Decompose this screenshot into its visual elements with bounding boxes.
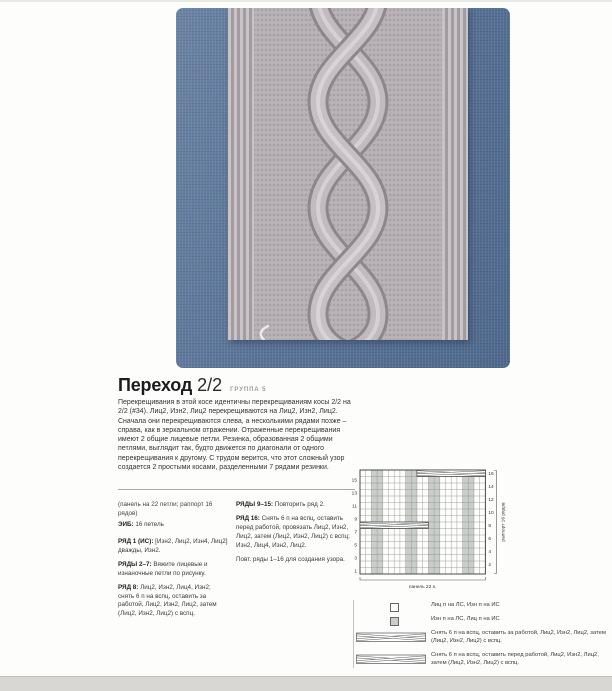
svg-text:1: 1: [354, 569, 357, 575]
intro-paragraph: Перекрещивания в этой косе идентичны перекрещиваниям косы 2/2 на 2/2 (#34). Лиц2, Изн2, Лиц2 перекрещиваются на Лиц2, Изн2, Лиц2. Сначала они перекрещиваются слева, а несколькими рядами позже – справа, как в зеркальном отражении. Отраженные перекрещивания имеют 2 общие лицевые петли. Резинка, образованная 2 общими петлями, выглядит так, будто движется по диагонали от одного перекрещивания к другому. С трудом верится, что этот сложный узор создается 2 простыми косами, разделенными 7 рядами резинки.: [118, 399, 351, 472]
sse-value: 16 петель: [135, 520, 164, 528]
sse-label: ЭИБ:: [118, 520, 134, 528]
knitting-chart-svg: [338, 460, 518, 600]
page-bottom-edge: [0, 676, 612, 691]
group-label: ГРУППА 5: [230, 387, 267, 393]
page-top-edge: [0, 0, 612, 2]
svg-text:8: 8: [488, 523, 492, 529]
svg-text:12: 12: [488, 497, 494, 503]
svg-text:13: 13: [351, 491, 357, 497]
cable-back-icon: [356, 632, 428, 643]
swatch-edge-rib: [442, 8, 468, 340]
legend-text: Снять 6 п на вспц, оставить за работой, Лиц2, Изн2, Лиц2, затем (Лиц2, Изн2, Лиц2) с вспц.: [431, 630, 606, 644]
svg-text:3: 3: [354, 556, 357, 562]
svg-text:2: 2: [488, 562, 492, 568]
legend-text: Изн п на ЛС, Лиц п на ИС: [431, 616, 500, 622]
svg-text:7: 7: [354, 530, 357, 536]
swatch-edge-rib: [228, 8, 254, 340]
svg-text:9: 9: [354, 517, 357, 523]
svg-text:6: 6: [488, 536, 492, 542]
instruction-row: РЯД 8: Лиц2, Изн2, Лиц4, Изн2; снять 6 п на вспц, оставить за работой, Лиц2, Изн2, Лиц2, затем (Лиц2, Изн2, Лиц2) с вспц.: [118, 583, 217, 618]
panel-note: (панель на 22 петли; раппорт 16 рядов): [118, 501, 213, 517]
legend-item: [356, 652, 608, 670]
instruction-row: РЯДЫ 9–15: Повторить ряд 2.: [236, 501, 325, 508]
legend-text: Лиц п на ЛС, Изн п на ИС: [431, 602, 500, 608]
svg-text:панель 22 п.: панель 22 п.: [408, 585, 437, 590]
legend-item: [356, 616, 608, 626]
cable-braid-illustration: [258, 8, 438, 340]
svg-text:4: 4: [488, 549, 492, 555]
section-divider: [118, 489, 355, 490]
svg-text:15: 15: [351, 478, 357, 484]
svg-text:5: 5: [354, 543, 357, 549]
chart-legend: [356, 602, 608, 674]
knit-square-icon: [390, 603, 399, 612]
page-title-ratio: 2/2: [197, 375, 223, 395]
instructions-column-left: [118, 501, 228, 624]
svg-text:10: 10: [488, 510, 494, 516]
legend-text: Снять 6 п на вспц, оставить перед работой, Лиц2, Изн2, Лиц2, затем (Лиц2, Изн2, Лиц2) с вспц.: [431, 652, 599, 666]
purl-square-icon: [390, 617, 399, 626]
svg-text:14: 14: [488, 484, 494, 490]
svg-text:16: 16: [488, 471, 494, 477]
svg-text:раппорт 16 рядов: раппорт 16 рядов: [501, 502, 507, 542]
knitted-swatch: [228, 8, 468, 340]
instruction-row: РЯДЫ 2–7: Вяжите лицевые и изнаночные петли по рисунку.: [118, 560, 208, 577]
legend-item: [356, 602, 608, 612]
instruction-row: РЯД 1 (ИС): [Изн2, Лиц2, Изн4, Лиц2] дважды, Изн2.: [118, 537, 228, 554]
sse-line: [118, 521, 228, 530]
instruction-row: РЯД 16: Снять 6 п на вспц, оставить перед работой, провязать Лиц2, Изн2, Лиц2, затем (Лиц2, Изн2, Лиц2) с вспц; Изн2, Лиц4, Изн2, Лиц2.: [236, 514, 350, 549]
knitting-chart: [338, 460, 518, 600]
repeat-note: Повт. ряды 1–16 для создания узора.: [236, 555, 345, 563]
legend-item: [356, 630, 608, 648]
swatch-photo: [176, 8, 510, 368]
row-instructions-left: [118, 538, 228, 620]
svg-text:11: 11: [352, 504, 357, 510]
legend-divider: [353, 600, 354, 668]
heading: [118, 375, 266, 396]
page-title: Переход: [118, 375, 193, 395]
cable-front-icon: [356, 654, 428, 665]
